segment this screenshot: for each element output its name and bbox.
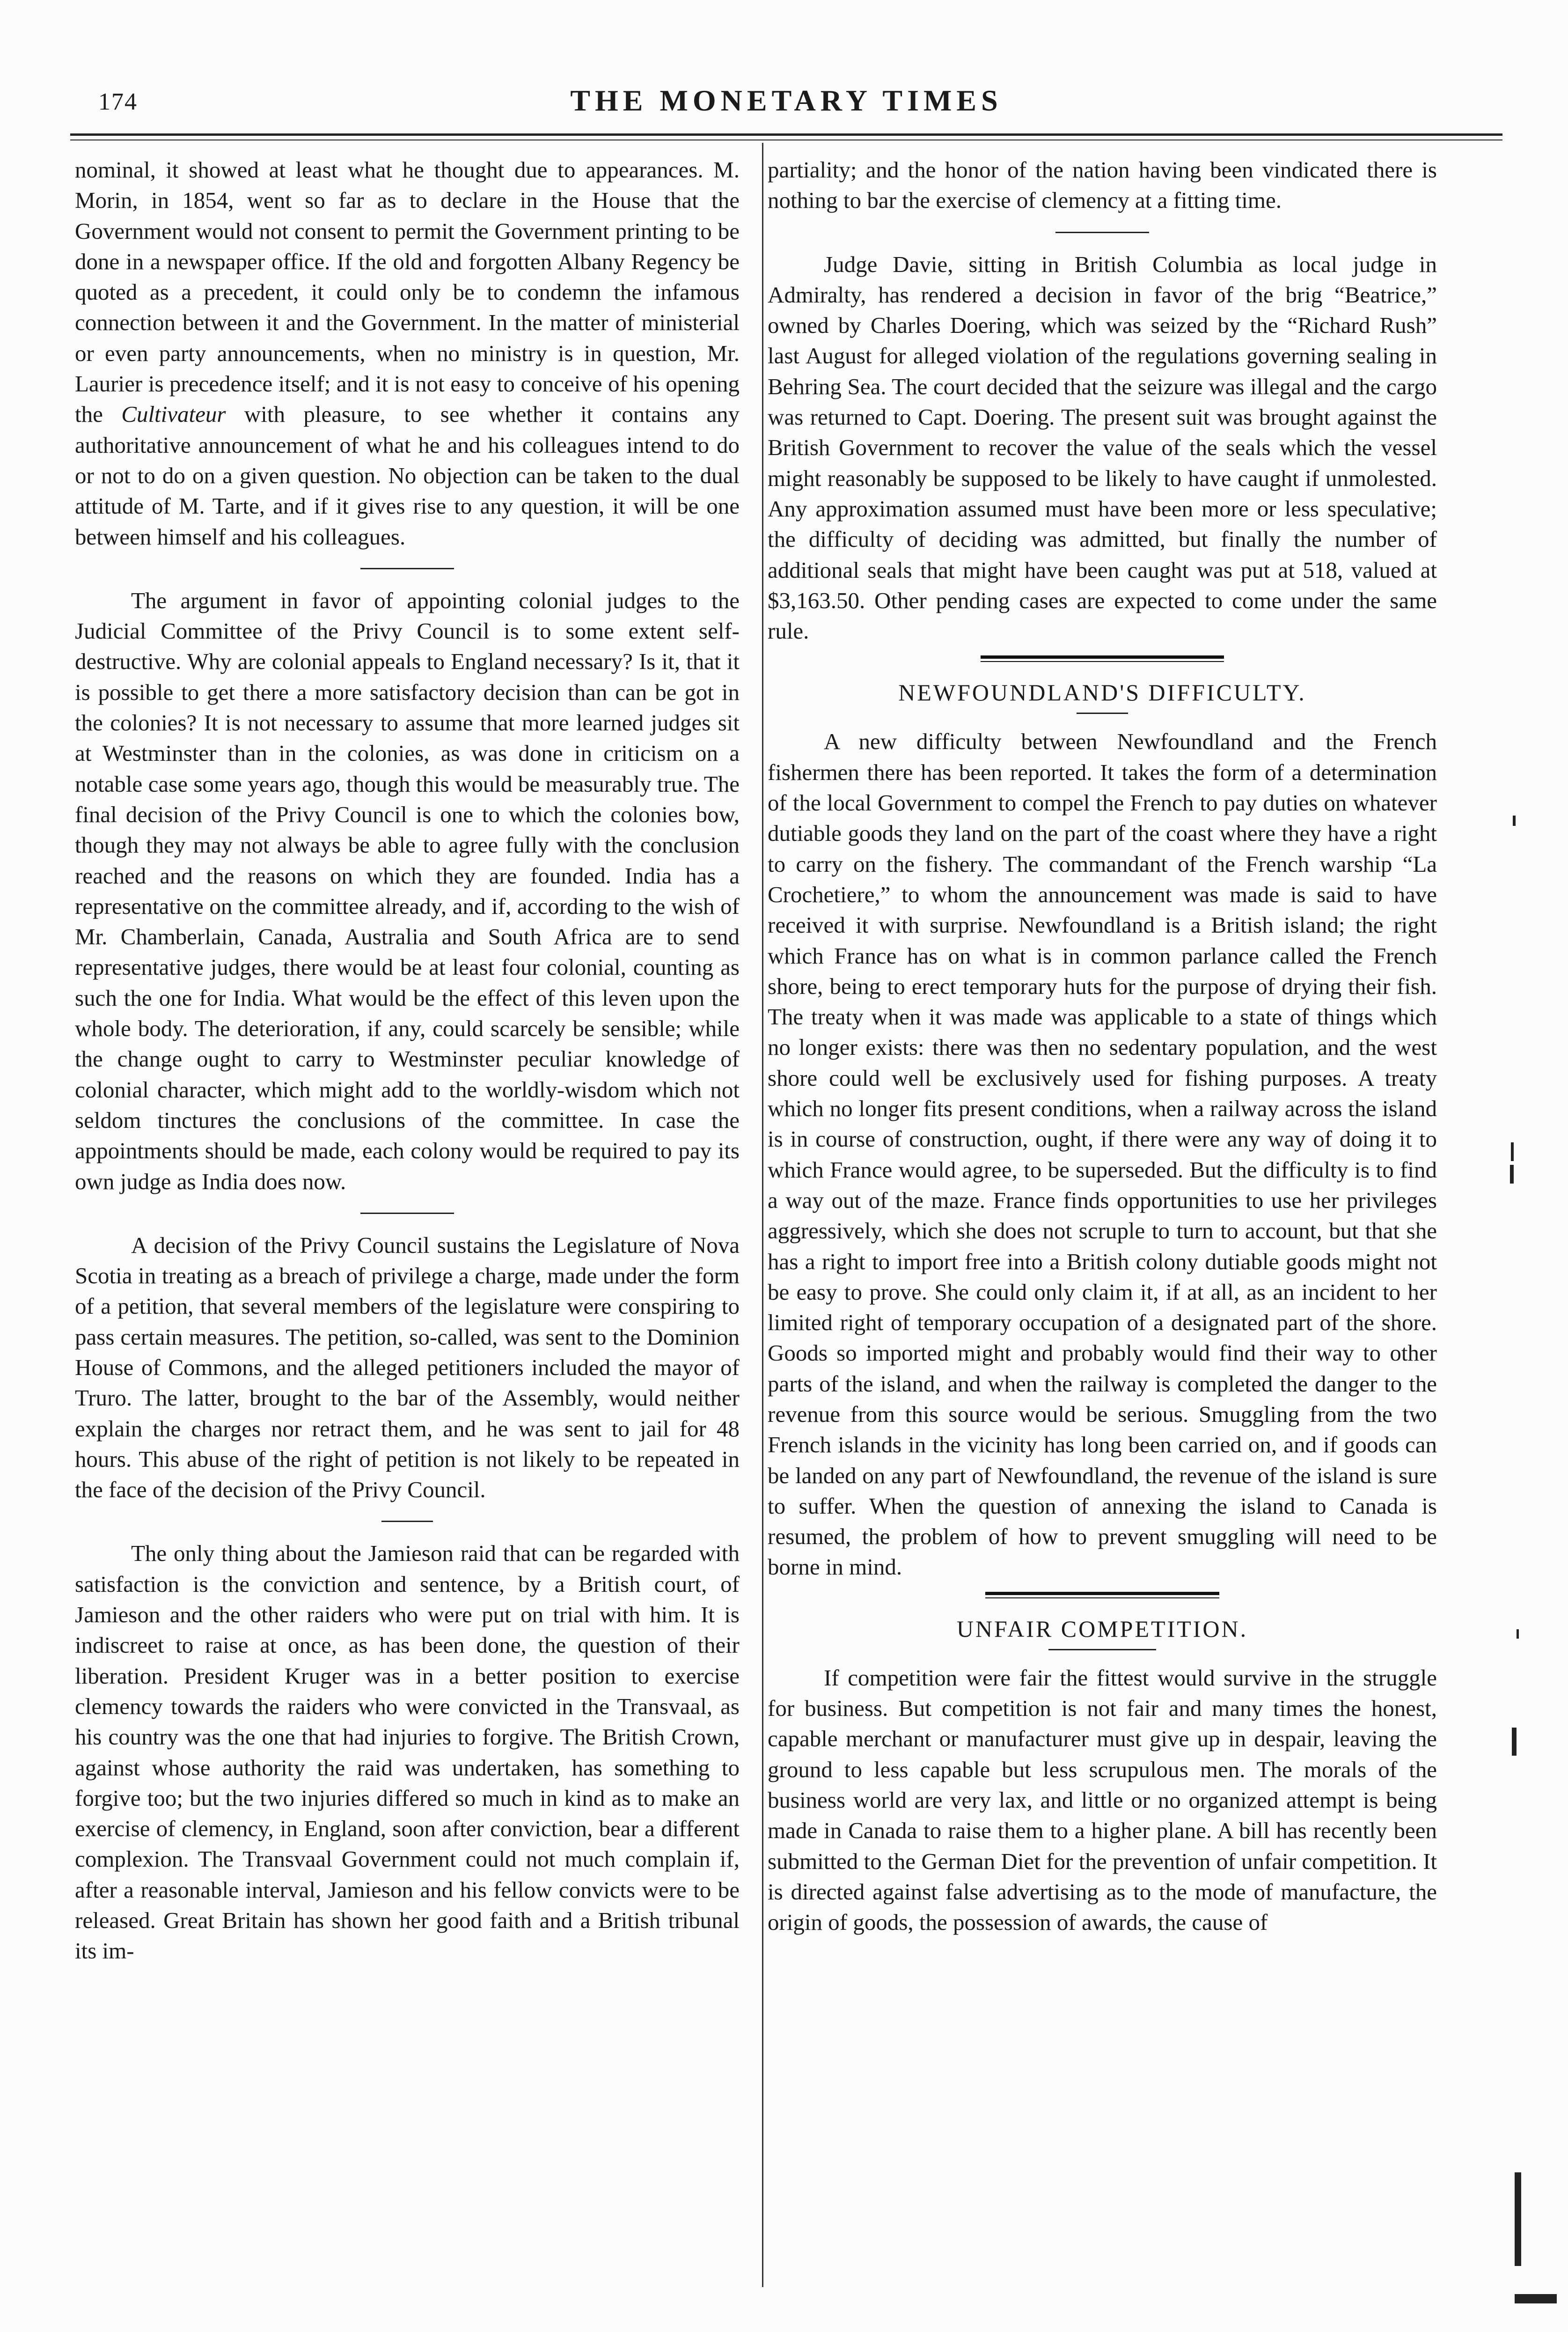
- article-paragraph-colonial-judges: The argument in favor of appointing colonial judges to the Judicial Committee of the Privy Council is to some extent self-destructive. Why are colonial appeals to England necessary? Is it, that it is possible to get there a more satisfactory decision than can be got in the colonies? It is not necessary to assume that more learned judges sit at Westminster than in the colonies, as was done in criticism on a notable case some years ago, though this would be measurably true. The final decision of the Privy Council is one to which the colonies bow, though they may not always be able to agree fully with the conclusion reached and the reasons on which they are founded. India has a representative on the committee already, and if, according to the wish of Mr. Chamberlain, Canada, Australia and South Africa are to send representative judges, there would be at least four colonial, counting as such the one for India. What would be the effect of this leven upon the whole body. The deterioration, if any, could scarcely be sensible; while the change ought to carry to Westminster peculiar knowledge of colonial character, which might add to the worldly-wisdom which not seldom tinctures the conclusions of the committee. In case the appointments should be made, each colony would be required to pay its own judge as India does now.: [75, 587, 740, 1194]
- right-column: [768, 154, 1437, 1937]
- header-rule-thick: [70, 133, 1502, 136]
- heading-unfair-competition: UNFAIR COMPETITION.: [956, 1615, 1248, 1642]
- heading-underline-rule: [1048, 1649, 1156, 1650]
- section-separator-rule: [360, 1213, 454, 1214]
- article-paragraph-judge-davie: Judge Davie, sitting in British Columbia as local judge in Admiralty, has rendered a decision in favor of the brig “Beatrice,” owned by Charles Doering, which was seized by the “Richard Rush” last August for alleged violation of the regulations governing sealing in Behring Sea. The court decided that the seizure was illegal and the cargo was returned to Capt. Doering. The present suit was brought against the British Government to recover the value of the seals which the vessel might reasonably be supposed to be likely to have caught if unmolested. Any approximation assumed must have been more or less speculative; the difficulty of deciding was admitted, but finally the number of additional seals that might have been caught was put at 518, valued at $3,163.50. Other pending cases are expected to come under the same rule.: [768, 251, 1437, 644]
- section-separator-rule: [360, 568, 454, 569]
- article-paragraph-newfoundland: A new difficulty between Newfoundland and the French fishermen there has been reported. It takes the form of a determination of the local Government to compel the French to pay duties on whatever dutiable goods they land on the part of the coast where they have a right to carry on the fishery. The commandant of the French warship “La Crochetiere,” to whom the announcement was made is said to have received it with surprise. Newfoundland is a British island; the right which France has on what is in common parlance called the French shore, being to erect temporary huts for the purpose of drying their fish. The treaty when it was made was applicable to a state of things which no longer exists: there was then no sedentary population, and the west shore could well be exclusively used for fishing purposes. A treaty which no longer fits present conditions, when a railway across the island is in course of construction, ought, if there were any way of doing it to which France would agree, to be superseded. But the difficulty is to find a way out of the maze. France finds opportunities to use her privileges aggressively, which she does not scruple to turn to account, but that she has a right to import free into a British colony dutiable goods might not be easy to prove. She could only claim it, if at all, as an incident to her limited right of temporary occupation of a designated part of the shore. Goods so imported might and probably would find their way to other parts of the island, and when the railway is completed the danger to the revenue from this source would be serious. Smuggling from the two French islands in the vicinity has long been carried on, and if goods can be landed on any part of Newfoundland, the revenue of the island is sure to suffer. When the question of annexing the island to Canada is resumed, the problem of how to prevent smuggling will need to be borne in mind.: [768, 728, 1437, 1580]
- article-paragraph-jamieson-raid: The only thing about the Jamieson raid that can be regarded with satisfaction is the conviction and sentence, by a British court, of Jamieson and the other raiders who were put on trial with him. It is indiscreet to raise at once, as has been done, the question of their liberation. President Kruger was in a better position to exercise clemency towards the raiders who were convicted in the Transvaal, as his country was the one that had injuries to forgive. The British Crown, against whose authority the raid was undertaken, has something to forgive too; but the two injuries differed so much in kind as to make an exercise of clemency, in England, soon after conviction, bear a different complexion. The Transvaal Government could not much complain if, after a reasonable interval, Jamieson and his fellow convicts were to be released. Great Britain has shown her good faith and a British tribunal its im-: [75, 1540, 740, 1964]
- column-divider: [762, 143, 763, 2287]
- section-double-rule: [985, 1592, 1219, 1598]
- scan-mark: [1512, 1728, 1517, 1756]
- left-column: [75, 154, 740, 1966]
- scan-mark: [1513, 816, 1516, 826]
- scan-mark: [1510, 1165, 1514, 1184]
- page-header: [70, 83, 1502, 125]
- article-paragraph-continuation: partiality; and the honor of the nation having been vindicated there is nothing to bar the exercise of clemency at a fitting time.: [768, 157, 1437, 213]
- newspaper-title-italic: Cultivateur: [121, 401, 226, 427]
- scan-mark: [1515, 2172, 1521, 2266]
- section-double-rule: [981, 655, 1224, 662]
- paragraph-text: with pleasure, to see whether it contains any authoritative announcement of what he and his colleagues intend to do or not to do on a given question. No objection can be taken to the dual attitude of M. Tarte, and if it gives rise to any question, it will be one between himself and his colleagues.: [75, 401, 740, 550]
- section-separator-rule: [1055, 232, 1149, 233]
- article-paragraph-cultivateur: [75, 154, 740, 552]
- heading-newfoundland: NEWFOUNDLAND'S DIFFICULTY.: [898, 679, 1306, 706]
- paragraph-text: nominal, it showed at least what he thought due to appearances. M. Morin, in 1854, went so far as to declare in the House that the Government would not consent to permit the Government printing to be done in a newspaper office. If the old and forgotten Albany Regency be quoted as a precedent, it could only be to condemn the infamous connection between it and the Government. In the matter of ministerial or even party announcements, when no ministry is in question, Mr. Laurier is precedence itself; and it is not easy to conceive of his opening the: [75, 157, 740, 427]
- scan-mark: [1511, 1142, 1514, 1161]
- scan-mark: [1515, 2294, 1557, 2303]
- masthead-title: THE MONETARY TIMES: [570, 84, 1003, 117]
- article-paragraph-nova-scotia: A decision of the Privy Council sustains the Legislature of Nova Scotia in treating as a breach of privilege a charge, made under the form of a petition, that several members of the legislature were conspiring to pass certain measures. The petition, so-called, was sent to the Dominion House of Commons, and the alleged petitioners included the mayor of Truro. The latter, brought to the bar of the Assembly, would neither explain the charges nor retract them, and he was sent to jail for 48 hours. This abuse of the right of petition is not likely to be repeated in the face of the decision of the Privy Council.: [75, 1232, 740, 1503]
- article-paragraph-unfair-competition: If competition were fair the fittest would survive in the struggle for business. But competition is not fair and many times the honest, capable merchant or manufacturer must give up in despair, leaving the ground to less capable but less scrupulous men. The morals of the business world are very lax, and little or no organized attempt is being made in Canada to raise them to a higher plane. A bill has recently been submitted to the German Diet for the prevention of unfair competition. It is directed against false advertising as to the mode of manufacture, the origin of goods, the possession of awards, the cause of: [768, 1664, 1437, 1935]
- scan-mark: [1517, 1629, 1519, 1639]
- section-separator-rule: [381, 1521, 433, 1522]
- heading-underline-rule: [1077, 713, 1128, 714]
- page-number: 174: [98, 88, 138, 115]
